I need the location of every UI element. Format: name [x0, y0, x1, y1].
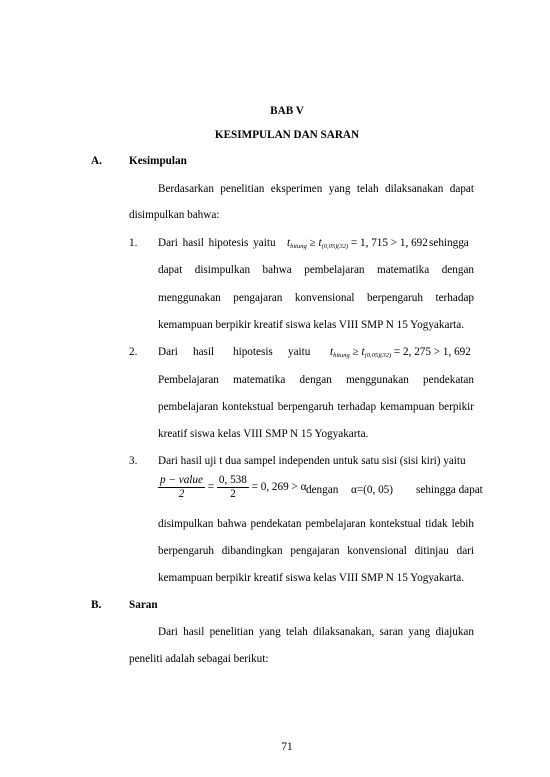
item1-line2: dapat disimpulkan bahwa pembelajaran matematika dengan	[158, 264, 474, 276]
item2-line4: kreatif siswa kelas VIII SMP N 15 Yogyakarta.	[158, 428, 369, 440]
item2-lead-word4: yaitu	[288, 346, 311, 358]
page-number: 71	[281, 741, 293, 753]
item3-number: 3.	[129, 455, 138, 467]
item2-formula: $t_{hitung} \ge t_{(0,05)(32)} = 2$, 275 > 1, 692	[330, 346, 471, 359]
item1-lead: Dari hasil hipotesis yaitu	[158, 237, 276, 249]
item2-lead-word1: Dari	[158, 346, 178, 358]
item3-line1: Dari hasil uji t dua sampel independen untuk satu sisi (sisi kiri) yaitu	[158, 455, 466, 467]
section-b-intro-line2: peneliti adalah sebagai berikut:	[129, 653, 269, 665]
chapter-title: KESIMPULAN DAN SARAN	[214, 129, 360, 141]
item1-tail: sehingga	[429, 237, 469, 249]
section-a-number: A.	[91, 155, 102, 167]
item2-lead-word3: hipotesis	[233, 346, 273, 358]
item1-formula: $t_{hitung} \ge t_{(0,05)(32)} = 1$, 715 > 1, 692	[287, 237, 428, 250]
item2-line2: Pembelajaran matematika dengan menggunakan pendekatan	[158, 374, 474, 386]
item2-line3: pembelajaran kontekstual berpengaruh terhadap kemampuan berpikir	[158, 401, 474, 413]
item1-line4: kemampuan berpikir kreatif siswa kelas VIII SMP N 15 Yogyakarta.	[158, 319, 465, 331]
item2-lead-word2: hasil	[193, 346, 215, 358]
item2-number: 2.	[129, 346, 138, 358]
section-b-number: B.	[91, 599, 102, 611]
section-a-intro-line1: Berdasarkan penelitian eksperimen yang telah dilaksanakan dapat	[158, 183, 474, 195]
section-a-heading: Kesimpulan	[129, 155, 187, 167]
item3-tail: sehingga dapat	[416, 484, 483, 496]
item3-formula: $\frac{\text{p − value}}{2}$ = $\frac{0, 538}{2}$ = 0, 269 > α	[160, 474, 307, 500]
item1-line3: menggunakan pengajaran konvensional berpengaruh terhadap	[158, 292, 474, 304]
item3-mid: dengan	[306, 484, 339, 496]
item3-formula2: α=(0, 05)	[351, 484, 393, 496]
item3-line5: kemampuan berpikir kreatif siswa kelas VIII SMP N 15 Yogyakarta.	[158, 572, 465, 584]
section-b-heading: Saran	[129, 599, 158, 611]
section-a-intro-line2: disimpulkan bahwa:	[129, 209, 220, 221]
item1-number: 1.	[129, 237, 138, 249]
item3-line4: berpengaruh dibandingkan pengajaran konvensional ditinjau dari	[158, 545, 474, 557]
chapter-label: BAB V	[270, 105, 304, 117]
section-b-intro-line1: Dari hasil penelitian yang telah dilaksanakan, saran yang diajukan	[158, 626, 474, 638]
item1-line1	[158, 237, 474, 249]
item3-line3: disimpulkan bahwa pendekatan pembelajaran kontekstual tidak lebih	[158, 518, 474, 530]
